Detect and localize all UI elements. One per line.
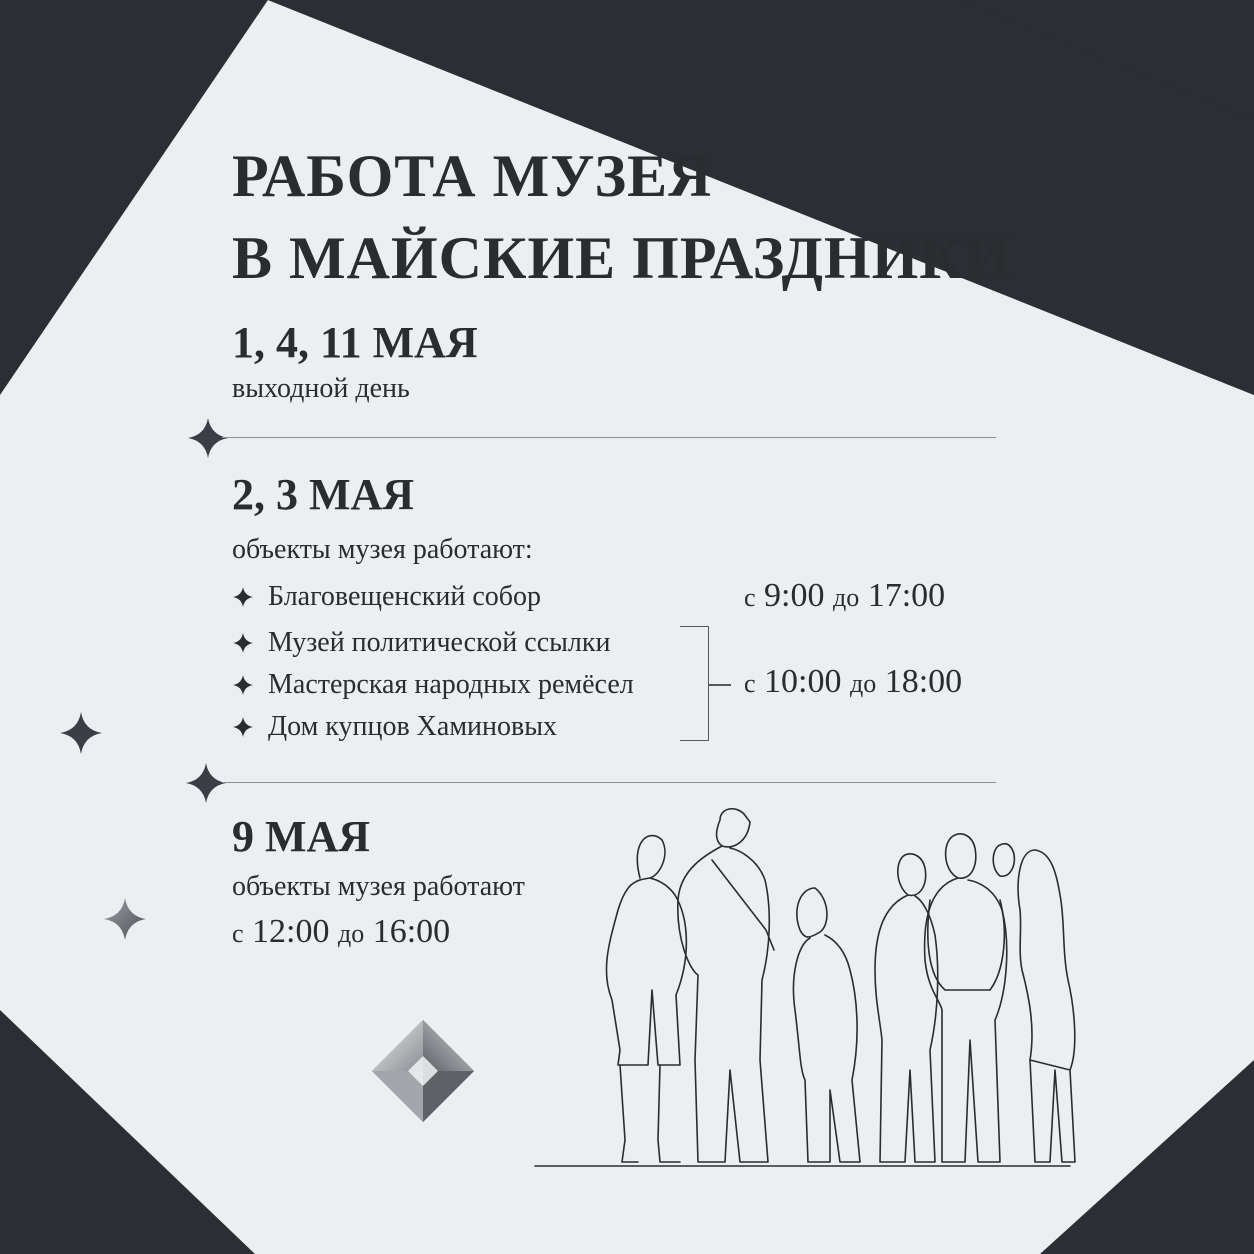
hours-may-9 (232, 912, 450, 954)
section-3-date: 9 МАЯ (232, 812, 371, 861)
hours-cathedral (744, 576, 945, 618)
section-3-note: объекты музея работают (232, 871, 525, 902)
star-bullet-icon (232, 716, 254, 738)
sparkle-icon (102, 896, 148, 942)
from-time: 9:00 (764, 577, 825, 614)
list-item-label: Музей политической ссылки (268, 627, 611, 658)
to-word: до (850, 669, 877, 698)
from-word: с (744, 583, 756, 612)
hours-group (744, 662, 962, 704)
divider-2 (222, 782, 996, 783)
star-bullet-icon (232, 586, 254, 608)
list-item (232, 580, 541, 614)
section-1-date: 1, 4, 11 МАЯ (232, 318, 478, 367)
section-1-note: выходной день (232, 373, 410, 404)
to-time: 16:00 (372, 913, 451, 950)
bracket-tick (709, 684, 731, 686)
list-item (232, 626, 611, 660)
star-bullet-icon (232, 674, 254, 696)
list-item (232, 668, 634, 702)
to-word: до (833, 583, 860, 612)
list-item-label: Благовещенский собор (268, 581, 542, 612)
from-word: с (232, 919, 244, 948)
title-line-1: РАБОТА МУЗЕЯ (232, 143, 713, 209)
from-time: 12:00 (252, 913, 330, 950)
sparkle-icon (58, 710, 104, 756)
star-bullet-icon (232, 632, 254, 654)
section-2-date: 2, 3 МАЯ (232, 470, 415, 519)
page-title (232, 135, 1011, 299)
from-word: с (744, 669, 756, 698)
list-item (232, 710, 557, 744)
sparkle-icon (186, 416, 230, 460)
people-line-art (530, 800, 1090, 1180)
diamond-logo-icon (370, 1018, 476, 1124)
from-time: 10:00 (764, 663, 842, 700)
to-time: 17:00 (867, 577, 946, 614)
sparkle-icon (184, 761, 228, 805)
to-time: 18:00 (884, 663, 963, 700)
group-bracket (680, 626, 709, 741)
list-item-label: Мастерская народных ремёсел (268, 669, 634, 700)
title-line-2: В МАЙСКИЕ ПРАЗДНИКИ (232, 225, 1012, 291)
divider-1 (222, 437, 996, 438)
section-2-note: объекты музея работают: (232, 534, 533, 565)
to-word: до (338, 919, 365, 948)
list-item-label: Дом купцов Хаминовых (268, 711, 558, 742)
